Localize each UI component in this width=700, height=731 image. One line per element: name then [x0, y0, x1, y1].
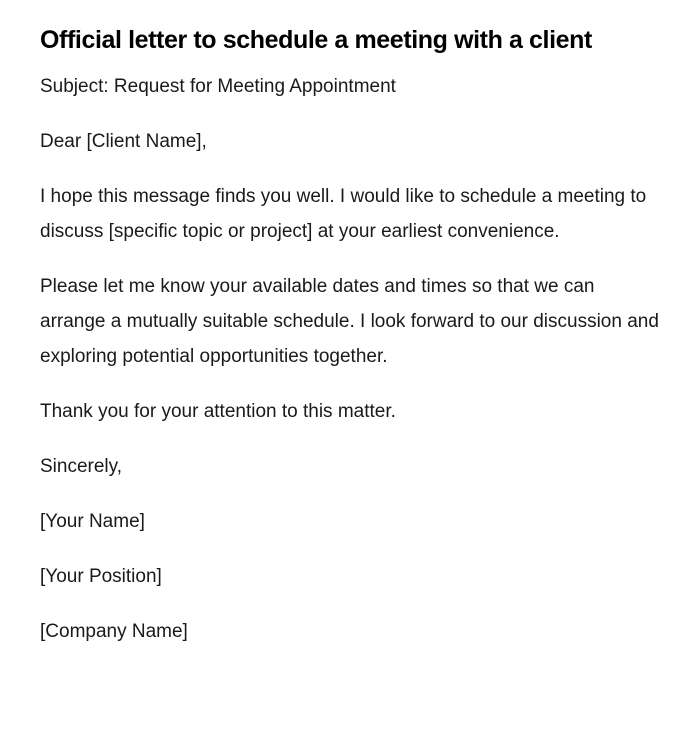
salutation: Dear [Client Name], — [40, 131, 207, 152]
page-title: Official letter to schedule a meeting with a client — [40, 26, 592, 54]
subject-line: Subject: Request for Meeting Appointment — [40, 76, 396, 97]
letter-document — [40, 22, 660, 669]
body-paragraph-2: Please let me know your available dates and times so that we can arrange a mutually suitable schedule. I look forward to our discussion and exploring potential opportunities together. — [40, 276, 659, 367]
thanks-line: Thank you for your attention to this matter. — [40, 401, 396, 422]
body-paragraph-1: I hope this message finds you well. I would like to schedule a meeting to discuss [specific topic or project] at your earliest convenience. — [40, 186, 647, 242]
signature-company: [Company Name] — [40, 621, 188, 642]
closing-line: Sincerely, — [40, 456, 123, 477]
signature-position: [Your Position] — [40, 566, 162, 587]
signature-name: [Your Name] — [40, 511, 145, 532]
